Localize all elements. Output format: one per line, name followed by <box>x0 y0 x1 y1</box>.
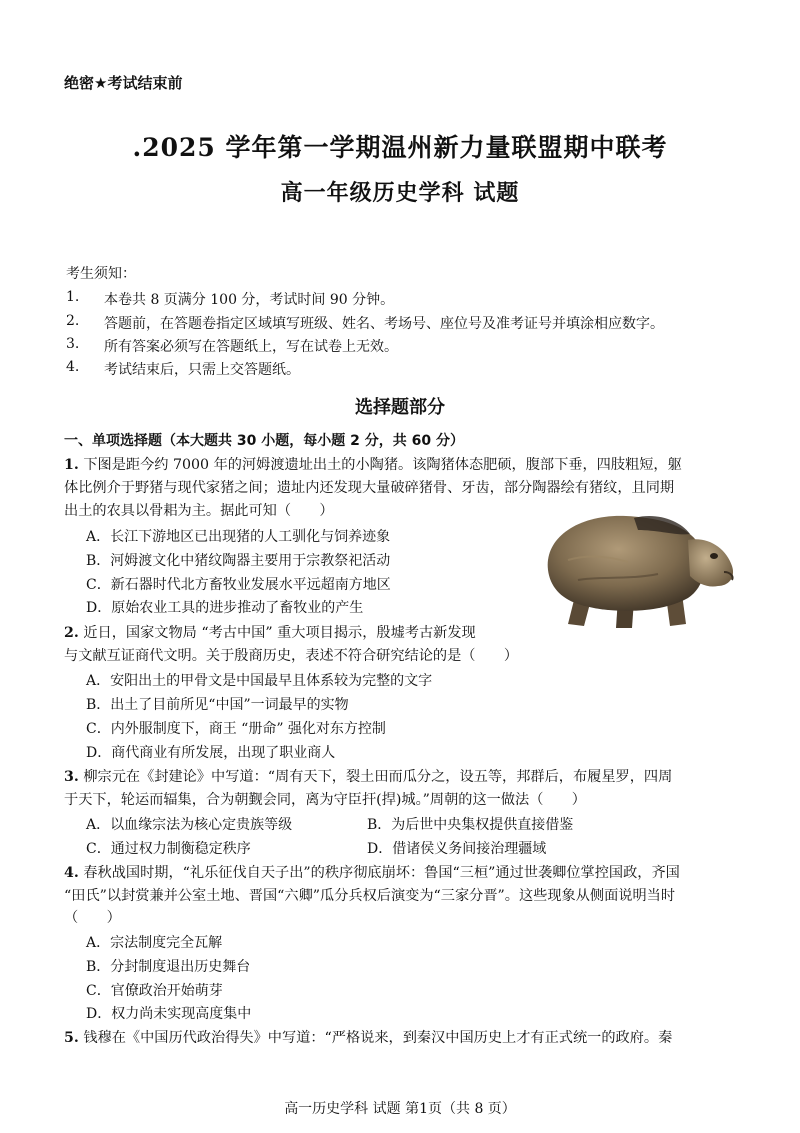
notice-heading: 考生须知： <box>66 266 136 282</box>
question-3-option-c: C．通过权力制衡稳定秩序 <box>86 841 251 857</box>
question-3-option-b: B．为后世中央集权提供直接借鉴 <box>367 817 574 833</box>
question-1-line-3: 出土的农具以骨耜为主。据此可知（ ） <box>64 503 334 519</box>
exam-title: .2025 学年第一学期温州新力量联盟期中联考 <box>132 133 668 162</box>
notice-item-text: 考试结束后，只需上交答题纸。 <box>104 362 300 378</box>
question-2-line-2: 与文献互证商代文明。关于殷商历史，表述不符合研究结论的是（ ） <box>64 648 519 664</box>
question-5-line-1 <box>64 1027 672 1049</box>
question-2-option-a: A．安阳出土的甲骨文是中国最早且体系较为完整的文字 <box>86 673 433 689</box>
section-title: 选择题部分 <box>355 397 445 418</box>
question-number: 2. <box>64 625 79 641</box>
question-1-option-d: D．原始农业工具的进步推动了畜牧业的产生 <box>86 600 364 616</box>
question-text: 春秋战国时期，“礼乐征伐自天子出”的秩序彻底崩坏：鲁国“三桓”通过世袭卿位掌控国政，齐国 <box>83 865 680 881</box>
question-number: 4. <box>64 865 79 881</box>
question-text: 下图是距今约 7000 年的河姆渡遗址出土的小陶猪。该陶猪体态肥硕，腹部下垂，四肢粗短，躯 <box>83 457 682 473</box>
page-footer: 高一历史学科 试题 第1页（共 8 页） <box>284 1101 516 1117</box>
notice-item-number: 1. <box>66 289 80 305</box>
question-text: 近日，国家文物局 “考古中国” 重大项目揭示，殷墟考古新发现 <box>83 625 476 641</box>
question-4-option-d: D．权力尚未实现高度集中 <box>86 1006 252 1022</box>
question-3-option-d: D．借诸侯义务间接治理疆域 <box>367 841 547 857</box>
pottery-pig-drawing <box>538 500 740 634</box>
question-4-option-a: A．宗法制度完全瓦解 <box>86 935 223 951</box>
notice-item-text: 本卷共 8 页满分 100 分，考试时间 90 分钟。 <box>104 292 395 308</box>
question-2-line-1 <box>64 622 476 644</box>
question-3-option-a: A．以血缘宗法为核心定贵族等级 <box>86 817 293 833</box>
question-1-option-a: A．长江下游地区已出现猪的人工驯化与饲养迹象 <box>86 529 391 545</box>
notice-item-number: 2. <box>66 313 80 329</box>
question-2-option-c: C．内外服制度下，商王 “册命” 强化对东方控制 <box>86 721 386 737</box>
question-text: 钱穆在《中国历代政治得失》中写道：“严格说来，到秦汉中国历史上才有正式统一的政府。秦 <box>83 1030 673 1046</box>
question-1-line-2: 体比例介于野猪与现代家猪之间；遗址内还发现大量破碎猪骨、牙齿，部分陶器绘有猪纹，且同期 <box>64 480 675 496</box>
question-3-line-2: 于天下，轮运而辐集，合为朝觐会同，离为守臣扞(捍)城。”周朝的这一做法（ ） <box>64 792 586 808</box>
question-number: 1. <box>64 457 79 473</box>
question-text: 柳宗元在《封建论》中写道：“周有天下，裂土田而瓜分之，设五等，邦群后，布履星罗，四周 <box>83 769 673 785</box>
notice-item-text: 所有答案必须写在答题纸上，写在试卷上无效。 <box>104 339 398 355</box>
question-4-line-3: （ ） <box>64 910 121 926</box>
confidential-label: 绝密★考试结束前 <box>64 74 183 92</box>
question-4-line-1 <box>64 862 680 884</box>
question-1-line-1 <box>64 454 682 476</box>
question-4-option-c: C．官僚政治开始萌芽 <box>86 983 223 999</box>
question-1-option-c: C．新石器时代北方畜牧业发展水平远超南方地区 <box>86 577 391 593</box>
notice-item-number: 4. <box>66 359 80 375</box>
question-4-option-b: B．分封制度退出历史舞台 <box>86 959 251 975</box>
question-2-option-d: D．商代商业有所发展，出现了职业商人 <box>86 745 336 761</box>
exam-subtitle: 高一年级历史学科 试题 <box>280 180 520 206</box>
question-number: 5. <box>64 1030 79 1046</box>
question-4-line-2: “田氏”以封赏兼并公室土地、晋国“六卿”瓜分兵权后演变为“三家分晋”。这些现象从侧面说明当时 <box>64 888 676 904</box>
question-number: 3. <box>64 769 79 785</box>
question-2-option-b: B．出土了目前所见“中国”一词最早的实物 <box>86 697 349 713</box>
pottery-pig-image <box>538 500 740 634</box>
question-1-option-b: B．河姆渡文化中猪纹陶器主要用于宗教祭祀活动 <box>86 553 391 569</box>
part-title: 一、单项选择题（本大题共 30 小题，每小题 2 分，共 60 分） <box>64 433 464 449</box>
notice-item-text: 答题前，在答题卷指定区域填写班级、姓名、考场号、座位号及准考证号并填涂相应数字。 <box>104 316 664 332</box>
notice-item-number: 3. <box>66 336 80 352</box>
question-3-line-1 <box>64 766 672 788</box>
